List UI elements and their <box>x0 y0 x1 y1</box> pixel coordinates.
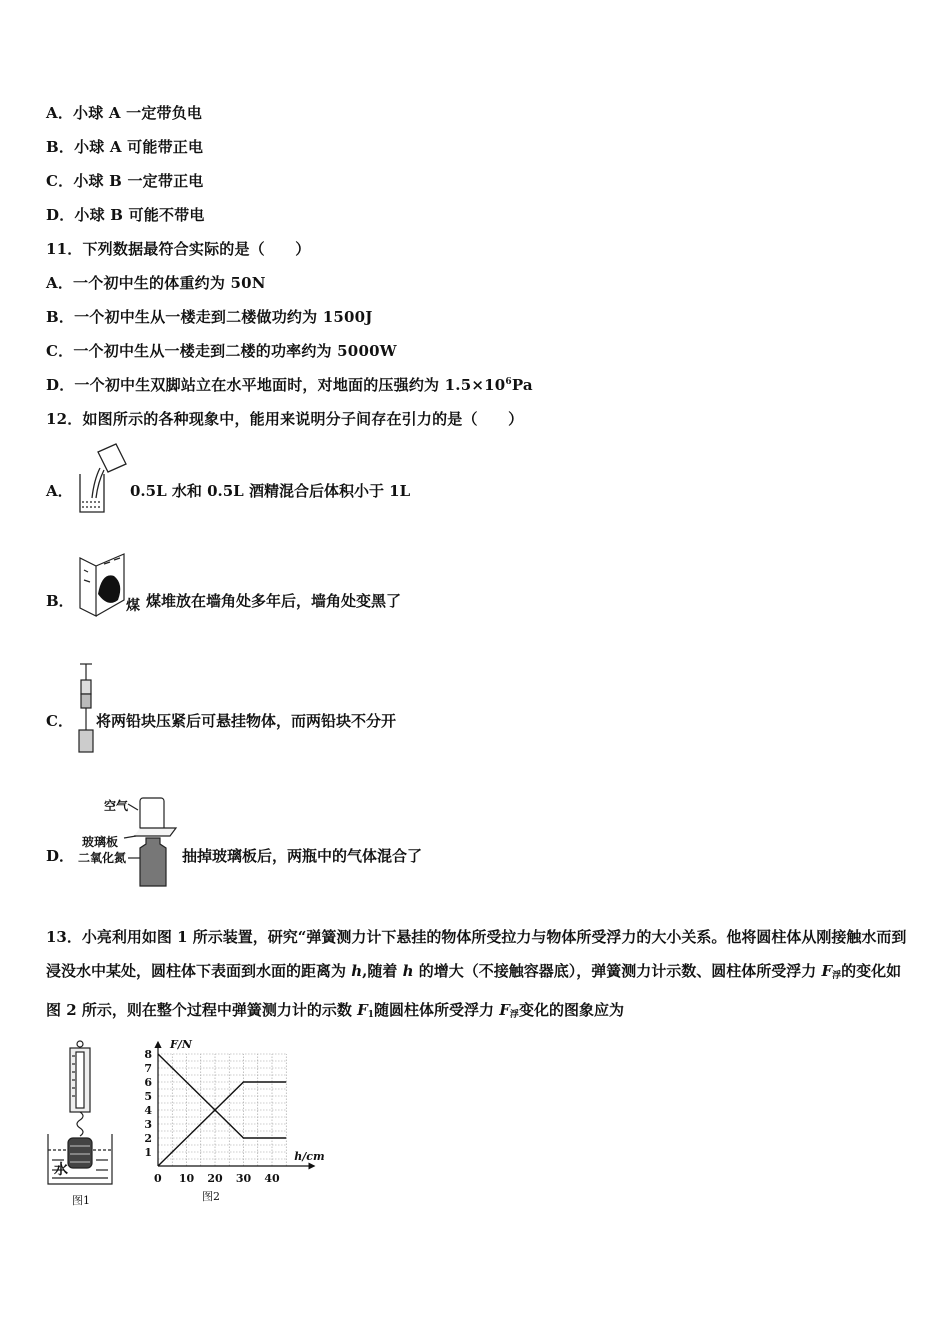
q13-text-part6: 变化的图象应为 <box>518 1001 624 1019</box>
option-label: A． <box>46 274 74 292</box>
air-label: 空气 <box>104 799 129 813</box>
no2-label: 二氧化氮 <box>78 851 127 865</box>
figure-1-caption: 图1 <box>72 1194 90 1207</box>
origin-label: 0 <box>154 1172 162 1185</box>
var-sub: 浮 <box>509 1010 519 1020</box>
chart-grid <box>158 1054 286 1166</box>
option-label: B． <box>46 308 75 326</box>
q11-option-c <box>46 340 397 361</box>
q12-option-b-label: B． <box>46 592 74 610</box>
option-text: 一个初中生的体重约为 50N <box>73 274 266 292</box>
chart-axes <box>158 1042 314 1166</box>
q13-stem <box>46 920 908 1032</box>
q10-option-a <box>46 102 202 123</box>
beaker-pour-figure <box>74 442 130 516</box>
q11-option-b <box>46 306 373 327</box>
x-tick-label: 10 <box>178 1172 195 1185</box>
q10-option-d <box>46 204 205 225</box>
y-tick-label: 2 <box>144 1132 152 1145</box>
x-tick-label: 40 <box>264 1172 280 1185</box>
q10-option-b <box>46 136 203 157</box>
unit: Pa <box>511 376 533 394</box>
q10-option-c <box>46 170 203 191</box>
y-tick-label: 6 <box>144 1076 152 1089</box>
glass-plate-label: 玻璃板 <box>82 835 119 849</box>
x-axis-label: h/cm <box>294 1150 325 1163</box>
force-depth-chart <box>140 1034 330 1194</box>
q13-text-part5: 随圆柱体所受浮力 <box>374 1001 500 1019</box>
lead-blocks-figure <box>74 660 98 756</box>
var-f: F <box>357 1001 368 1019</box>
spring-scale-apparatus-figure <box>44 1038 116 1188</box>
q11-option-d <box>46 374 533 395</box>
exponent: 6 <box>505 377 512 387</box>
var-h: h <box>402 962 414 980</box>
q12-option-c-text: 将两铅块压紧后可悬挂物体，而两铅块不分开 <box>96 712 397 730</box>
q11-option-a <box>46 272 266 293</box>
coal-label: 煤 <box>126 598 140 614</box>
q13-text-part2: ,随着 <box>362 962 403 980</box>
y-tick-label: 8 <box>144 1048 152 1061</box>
q13-text-part4: 的变化如图 2 所示，则在整个过程中弹簧测力计的示数 <box>46 962 902 1019</box>
option-text: 小球 A 一定带负电 <box>73 104 203 122</box>
option-text: 一个初中生双脚站立在水平地面时，对地面的压强约为 1.5×10 <box>74 376 506 394</box>
var-sub: 浮 <box>832 971 842 981</box>
y-axis-label: F/N <box>170 1038 192 1051</box>
option-text: 一个初中生从一楼走到二楼的功率约为 5000W <box>73 342 397 360</box>
q12-option-c-label: C． <box>46 712 73 730</box>
y-tick-label: 5 <box>144 1090 152 1103</box>
option-label: D． <box>46 376 75 394</box>
option-label: C． <box>46 342 74 360</box>
coal-corner-figure <box>74 550 144 620</box>
q12-option-d-text: 抽掉玻璃板后，两瓶中的气体混合了 <box>182 847 423 865</box>
gas-diffusion-figure <box>76 790 184 894</box>
figure-2-caption: 图2 <box>202 1190 220 1203</box>
q13-text-part3: 的增大（不接触容器底），弹簧测力计示数、圆柱体所受浮力 <box>413 962 822 980</box>
q11-stem: 11．下列数据最符合实际的是（ ） <box>46 240 311 258</box>
option-label: B． <box>46 138 75 156</box>
chart-ticks <box>144 1048 280 1185</box>
option-text: 小球 B 一定带正电 <box>73 172 204 190</box>
var-f: F <box>499 1001 510 1019</box>
var-f: F <box>821 962 833 980</box>
option-label: D． <box>46 206 75 224</box>
y-tick-label: 4 <box>144 1104 152 1117</box>
option-label: C． <box>46 172 74 190</box>
q12-option-b-text: 煤堆放在墙角处多年后，墙角处变黑了 <box>146 592 402 610</box>
x-tick-label: 30 <box>235 1172 252 1185</box>
y-tick-label: 3 <box>144 1118 152 1131</box>
water-label: 水 <box>54 1162 68 1178</box>
y-tick-label: 7 <box>144 1062 152 1075</box>
x-tick-label: 20 <box>207 1172 223 1185</box>
option-text: 一个初中生从一楼走到二楼做功约为 1500J <box>74 308 373 326</box>
q13-text-part1: 13．小亮利用如图 1 所示装置，研究“弹簧测力计下悬挂的物体所受拉力与物体所受浮力的大小关系。他将圆柱体从刚接触水而到浸没水中某处，圆柱体下表面到水面的距离为 <box>46 928 907 980</box>
q12-option-a-label: A． <box>46 482 73 500</box>
option-text: 小球 A 可能带正电 <box>74 138 204 156</box>
var-sub: 1 <box>367 1010 375 1020</box>
q12-option-a-text: 0.5L 水和 0.5L 酒精混合后体积小于 1L <box>130 482 411 500</box>
q12-option-d-label: D． <box>46 847 75 865</box>
q12-stem: 12．如图所示的各种现象中，能用来说明分子间存在引力的是（ ） <box>46 410 524 428</box>
option-label: A． <box>46 104 74 122</box>
y-tick-label: 1 <box>144 1146 152 1159</box>
option-text: 小球 B 可能不带电 <box>74 206 205 224</box>
var-h: h <box>351 962 363 980</box>
